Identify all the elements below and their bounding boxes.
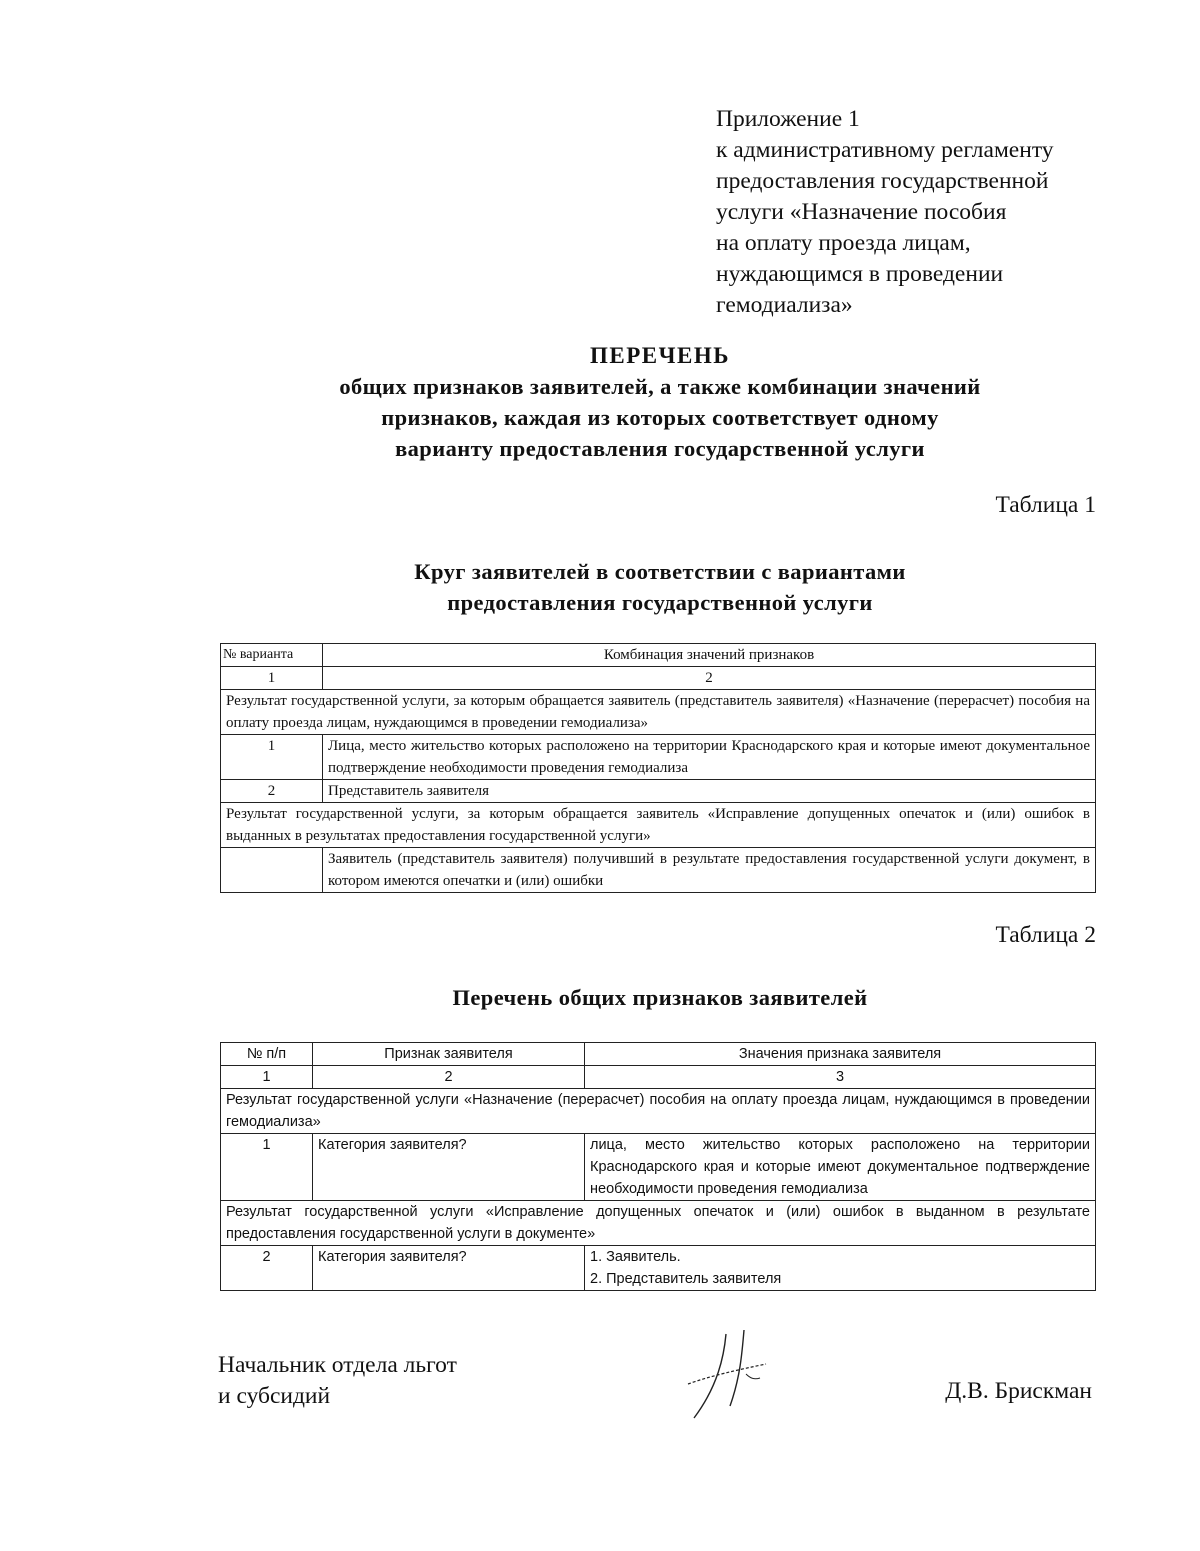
column-number-row <box>221 1066 1096 1089</box>
section-text: Результат государственной услуги «Исправление допущенных опечаток и (или) ошибок в выданном в результате предоставления государственной услуги в документе» <box>221 1201 1096 1246</box>
table1-heading-line: Круг заявителей в соответствии с вариантами <box>414 559 906 584</box>
column-number: 1 <box>221 1066 313 1089</box>
column-number-row <box>221 667 1096 690</box>
signatory-position <box>218 1350 457 1412</box>
column-header: № варианта <box>221 644 323 667</box>
signatory-name: Д.В. Брискман <box>945 1378 1092 1404</box>
column-number: 3 <box>585 1066 1096 1089</box>
variant-text: Заявитель (представитель заявителя) получивший в результате предоставления государственной услуги документ, в котором имеются опечатки и (или) ошибки <box>323 848 1096 893</box>
column-header: № п/п <box>221 1043 313 1066</box>
variant-text: Лица, место жительство которых расположено на территории Краснодарского края и которые имеют документальное подтверждение необходимости проведения гемодиализа <box>323 735 1096 780</box>
appendix-line: гемодиализа» <box>716 292 853 318</box>
variant-number <box>221 848 323 893</box>
table1-heading <box>0 556 1200 618</box>
variant-number: 2 <box>221 780 323 803</box>
appendix-line: нуждающимся в проведении <box>716 261 1004 287</box>
document-title-heading: ПЕРЕЧЕНЬ <box>590 343 730 368</box>
variant-number: 1 <box>221 735 323 780</box>
table-header-row <box>221 644 1096 667</box>
column-number: 1 <box>221 667 323 690</box>
table2 <box>220 1042 1096 1291</box>
column-number: 2 <box>313 1066 585 1089</box>
table1 <box>220 643 1096 893</box>
appendix-line: Приложение 1 <box>716 106 860 132</box>
table2-heading <box>0 982 1200 1013</box>
table-header-row <box>221 1043 1096 1066</box>
sign-value: лица, место жительство которых расположено на территории Краснодарского края и которые имеют документальное подтверждение необходимости проведения гемодиализа <box>585 1134 1096 1201</box>
appendix-line: предоставления государственной <box>716 168 1049 194</box>
row-number: 2 <box>221 1246 313 1291</box>
table2-heading-line: Перечень общих признаков заявителей <box>452 985 868 1010</box>
sign-value-line: 2. Представитель заявителя <box>590 1271 782 1287</box>
handwritten-signature <box>682 1326 772 1426</box>
section-text: Результат государственной услуги «Назначение (перерасчет) пособия на оплату проезда лицам, нуждающимся в проведении гемодиализа» <box>221 1089 1096 1134</box>
signatory-position-line: и субсидий <box>218 1383 331 1409</box>
table2-label: Таблица 2 <box>995 922 1096 948</box>
appendix-note <box>716 104 1156 321</box>
table1-label: Таблица 1 <box>995 492 1096 518</box>
table-row <box>221 735 1096 780</box>
document-title-line: признаков, каждая из которых соответствует одному <box>381 405 939 430</box>
section-row <box>221 1201 1096 1246</box>
table1-heading-line: предоставления государственной услуги <box>447 590 873 615</box>
column-header: Комбинация значений признаков <box>323 644 1096 667</box>
document-title-line: варианту предоставления государственной услуги <box>395 436 925 461</box>
signatory-position-line: Начальник отдела льгот <box>218 1352 457 1378</box>
table-row <box>221 780 1096 803</box>
sign-value <box>585 1246 1096 1291</box>
variant-text: Представитель заявителя <box>323 780 1096 803</box>
column-header: Признак заявителя <box>313 1043 585 1066</box>
table-row <box>221 1246 1096 1291</box>
column-number: 2 <box>323 667 1096 690</box>
appendix-line: на оплату проезда лицам, <box>716 230 971 256</box>
section-text: Результат государственной услуги, за которым обращается заявитель (представитель заявителя) «Назначение (перерасчет) пособия на оплату проезда лицам, нуждающимся в проведении гемодиализа» <box>221 690 1096 735</box>
section-row <box>221 803 1096 848</box>
table-row <box>221 1134 1096 1201</box>
table-row <box>221 848 1096 893</box>
applicant-sign: Категория заявителя? <box>313 1246 585 1291</box>
section-row <box>221 1089 1096 1134</box>
section-text: Результат государственной услуги, за которым обращается заявитель «Исправление допущенных опечаток и (или) ошибок в выданных в результатах предоставления государственной услуги» <box>221 803 1096 848</box>
column-header: Значения признака заявителя <box>585 1043 1096 1066</box>
appendix-line: к административному регламенту <box>716 137 1054 163</box>
appendix-line: услуги «Назначение пособия <box>716 199 1007 225</box>
section-row <box>221 690 1096 735</box>
applicant-sign: Категория заявителя? <box>313 1134 585 1201</box>
document-title-line: общих признаков заявителей, а также комбинации значений <box>339 374 981 399</box>
row-number: 1 <box>221 1134 313 1201</box>
document-title <box>0 340 1200 464</box>
sign-value-line: 1. Заявитель. <box>590 1249 681 1265</box>
